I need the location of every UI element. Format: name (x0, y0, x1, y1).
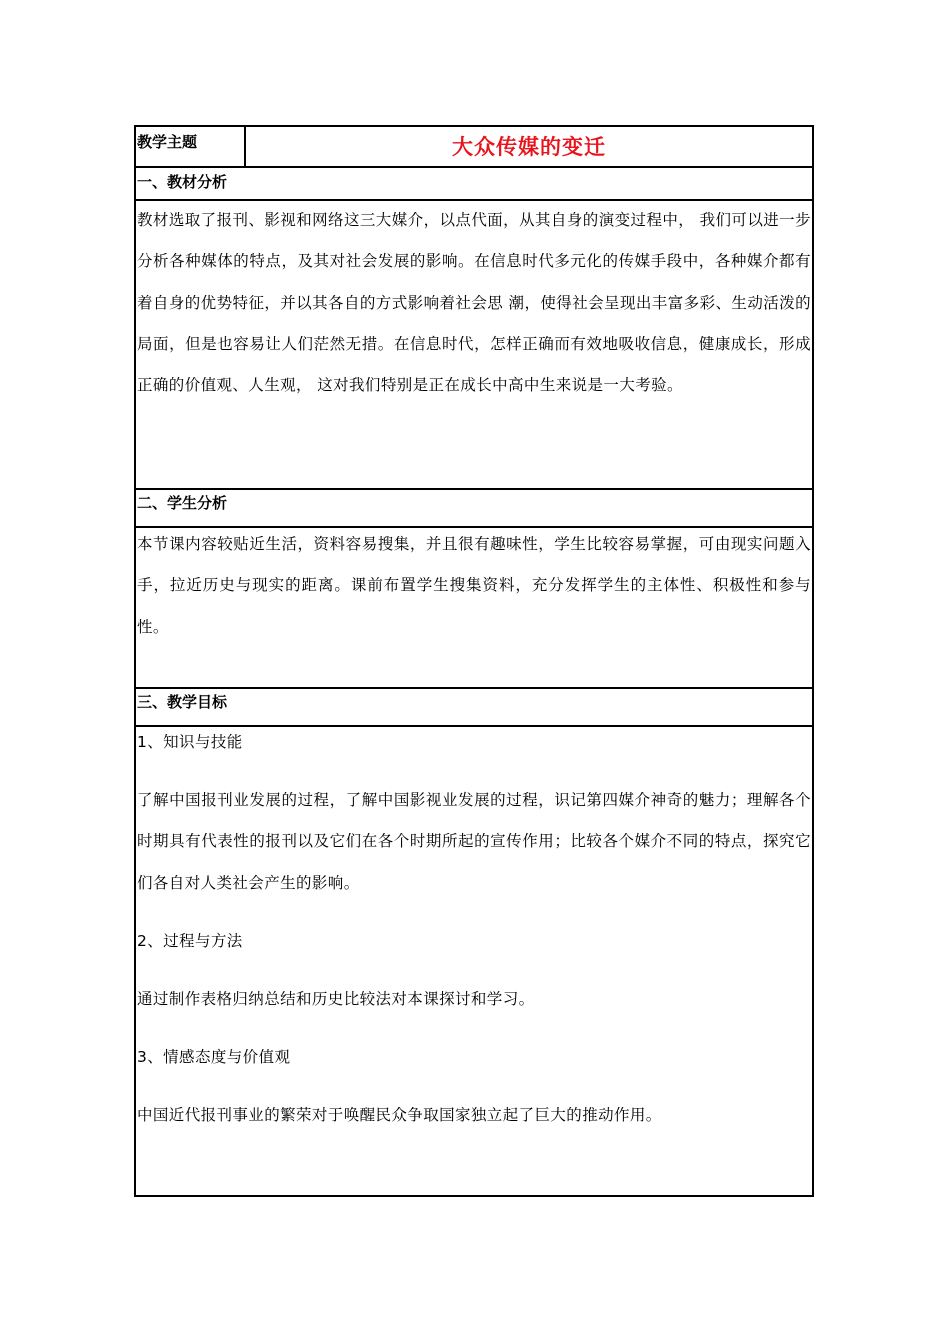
section-heading-goals: 三、教学目标 (137, 693, 228, 711)
lesson-plan-table (134, 125, 814, 1197)
row-divider (136, 488, 812, 490)
goal-knowledge-heading: 1、知识与技能 (137, 733, 243, 751)
section-heading-students: 二、学生分析 (137, 494, 228, 512)
goal-values-heading: 3、情感态度与价值观 (137, 1048, 291, 1066)
materials-analysis-text: 教材选取了报刊、影视和网络这三大媒介，以点代面，从其自身的演变过程中， 我们可以进一步分析各种媒体的特点，及其对社会发展的影响。在信息时代多元化的传媒手段中，各种媒介都有着自身的优势特征，并以其各自的方式影响着社会思 潮，使得社会呈现出丰富多彩、生动活泼的局面，但是也容易让人们茫然无措。在信息时代，怎样正确而有效地吸收信息，健康成长，形成正确的价值观、人生观， 这对我们特别是正在成长中高中生来说是一大考验。 (137, 211, 811, 395)
row-divider (136, 166, 812, 168)
goal-process-text: 通过制作表格归纳总结和历史比较法对本课探讨和学习。 (137, 990, 535, 1008)
goal-process-heading: 2、过程与方法 (137, 932, 243, 950)
goal-knowledge-text: 了解中国报刊业发展的过程，了解中国影视业发展的过程，识记第四媒介神奇的魅力；理解各个时期具有代表性的报刊以及它们在各个时期所起的宣传作用；比较各个媒介不同的特点，探究它们各自对人类社会产生的影响。 (137, 791, 811, 892)
row-divider (136, 725, 812, 727)
section-heading-materials: 一、教材分析 (137, 173, 228, 191)
goal-values-text: 中国近代报刊事业的繁荣对于唤醒民众争取国家独立起了巨大的推动作用。 (137, 1106, 662, 1124)
row-divider (136, 687, 812, 689)
page-title: 大众传媒的变迁 (452, 135, 606, 159)
students-analysis-text: 本节课内容较贴近生活，资料容易搜集，并且很有趣味性，学生比较容易掌握，可由现实问题入手，拉近历史与现实的距离。课前布置学生搜集资料，充分发挥学生的主体性、积极性和参与性。 (137, 535, 811, 636)
topic-label: 教学主题 (137, 133, 198, 151)
